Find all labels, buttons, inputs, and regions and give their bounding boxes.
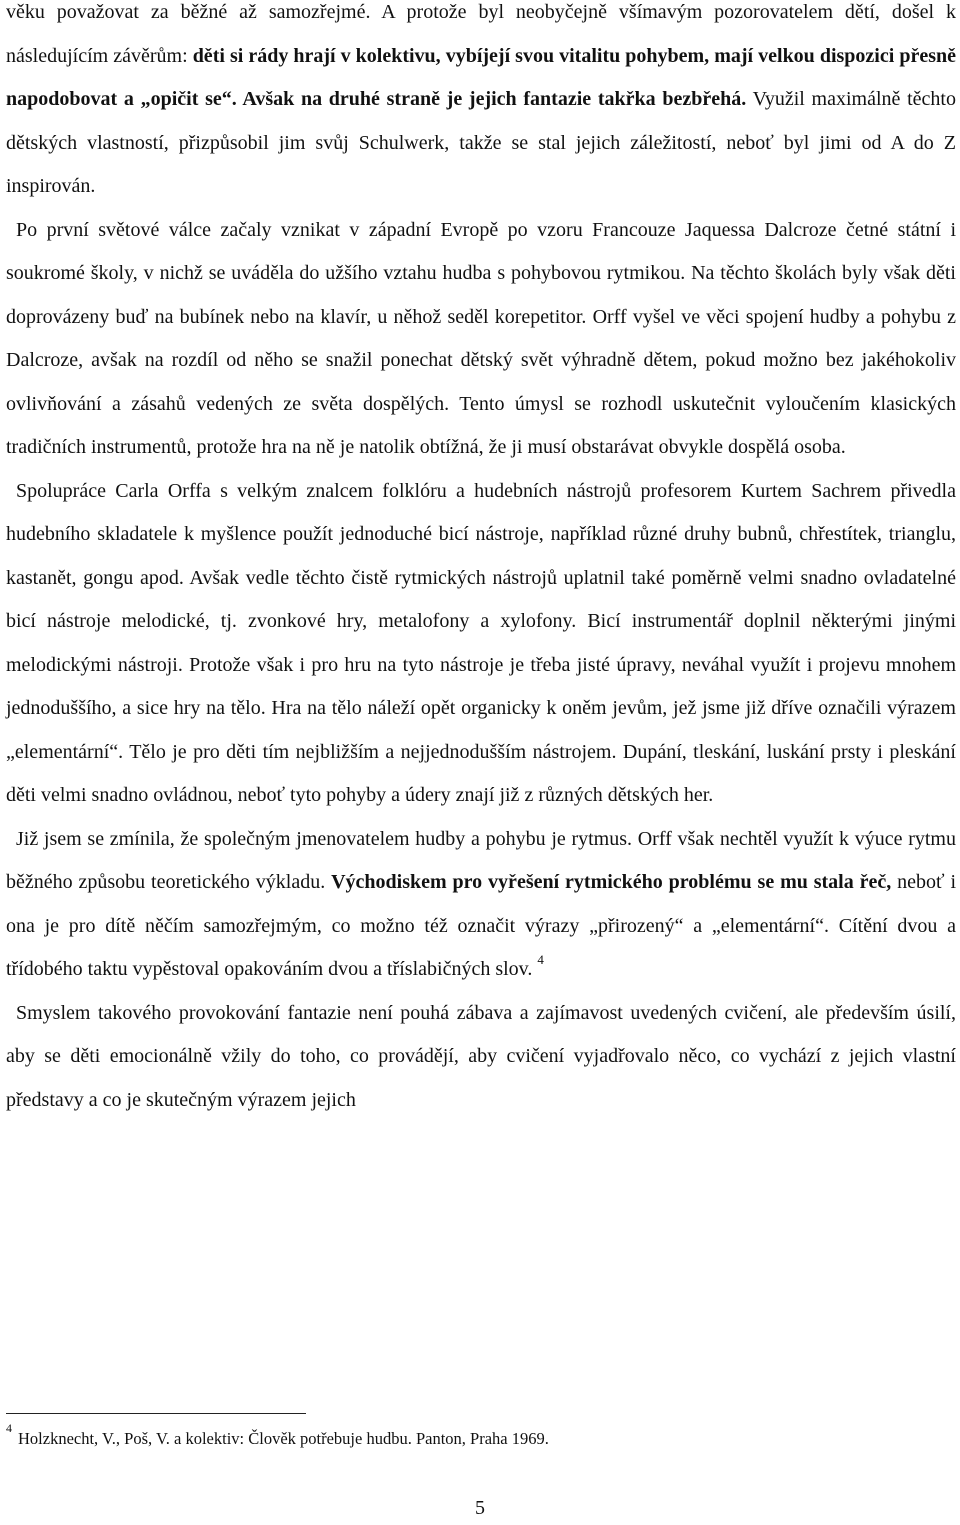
paragraph-1 <box>6 0 956 209</box>
paragraph-3-text: Spolupráce Carla Orffa s velkým znalcem folklóru a hudebních nástrojů profesorem Kurtem Sachrem přivedla hudebního skladatele k myšlence použít jednoduché bicí nástroje, například různé druhy bubnů, chřestítek, trianglu, kastanět, gongu apod. Avšak vedle těchto čistě rytmických nástrojů uplatnil také poměrně velmi snadno ovladatelné bicí nástroje melodické, tj. zvonkové hry, metalofony a xylofony. Bicí instrumentář doplnil některými jinými melodickými nástroji. Protože však i pro hru na tyto nástroje je třeba jisté úpravy, neváhal využít i projevu mnohem jednoduššího, a sice hry na tělo. Hra na tělo náleží opět organicky k oněm jevům, jež jsme již dříve označili výrazem „elementární“. Tělo je pro děti tím nejbližším a nejjednodušším nástrojem. Dupání, tleskání, luskání prsty i pleskání děti velmi snadno ovládnou, neboť tyto pohyby a údery znají již z různých dětských her. <box>6 479 956 806</box>
paragraph-1-bold-text: děti si rády hrají v kolektivu, vybíjejí svou vitalitu pohybem, mají velkou dispozici přesně napodobovat a „opičit se“. Avšak na druhé straně je jejich fantazie takřka bezbřehá. <box>6 44 956 110</box>
page-number: 5 <box>475 1497 485 1519</box>
footnote-separator <box>6 1413 306 1414</box>
paragraph-4-text-a: Již jsem se zmínila, že společným jmenovatelem hudby a pohybu je rytmus. Orff však nechtěl využít k výuce rytmu běžného způsobu teoretického výkladu. <box>6 827 956 893</box>
paragraph-5 <box>6 992 956 1123</box>
footnote <box>6 1420 549 1450</box>
paragraph-2 <box>6 209 956 470</box>
paragraph-4 <box>6 818 956 992</box>
footnote-marker: 4 <box>6 1420 12 1435</box>
footnote-reference[interactable]: 4 <box>537 952 544 968</box>
paragraph-3 <box>6 470 956 818</box>
paragraph-5-text: Smyslem takového provokování fantazie není pouhá zábava a zajímavost uvedených cvičení, ale především úsilí, aby se děti emocionálně vžily do toho, co provádějí, aby cvičení vyjadřovalo něco, co vychází z jejich vlastní představy a co je skutečným výrazem jejich <box>6 1001 956 1111</box>
footnote-text: Holzknecht, V., Poš, V. a kolektiv: Člověk potřebuje hudbu. Panton, Praha 1969. <box>18 1429 549 1448</box>
paragraph-4-bold-text: Východiskem pro vyřešení rytmického problému se mu stala řeč, <box>331 871 892 893</box>
paragraph-1-text-a: věku považovat za běžné až samozřejmé. A protože byl neobyčejně všímavým pozorovatelem dětí, došel k následujícím závěrům: <box>6 1 956 67</box>
paragraph-4-text-b: neboť i ona je pro dítě něčím samozřejmým, co možno též označit výrazy „přirozený“ a „elementární“. Cítění dvou a třídobého taktu vypěstoval opakováním dvou a tříslabičných slov. <box>6 871 957 980</box>
paragraph-1-text-b: Využil maximálně těchto dětských vlastností, přizpůsobil jim svůj Schulwerk, takže se stal jejich záležitostí, neboť byl jimi od A do Z inspirován. <box>6 88 956 197</box>
paragraph-2-text: Po první světové válce začaly vznikat v západní Evropě po vzoru Francouze Jaquessa Dalcroze četné státní i soukromé školy, v nichž se uváděla do užšího vztahu hudba s pohybovou rytmikou. Na těchto školách byly však děti doprovázeny buď na bubínek nebo na klavír, u něhož seděl korepetitor. Orff vyšel ve věci spojení hudby a pohybu z Dalcroze, avšak na rozdíl od něho se snažil ponechat dětský svět výhradně dětem, pokud možno bez jakéhokoliv ovlivňování a zásahů vedených ze světa dospělých. Tento úmysl se rozhodl uskutečnit vyloučením klasických tradičních instrumentů, protože hra na ně je natolik obtížná, že ji musí obstarávat obvykle dospělá osoba. <box>6 218 956 458</box>
document-body <box>6 0 956 1122</box>
